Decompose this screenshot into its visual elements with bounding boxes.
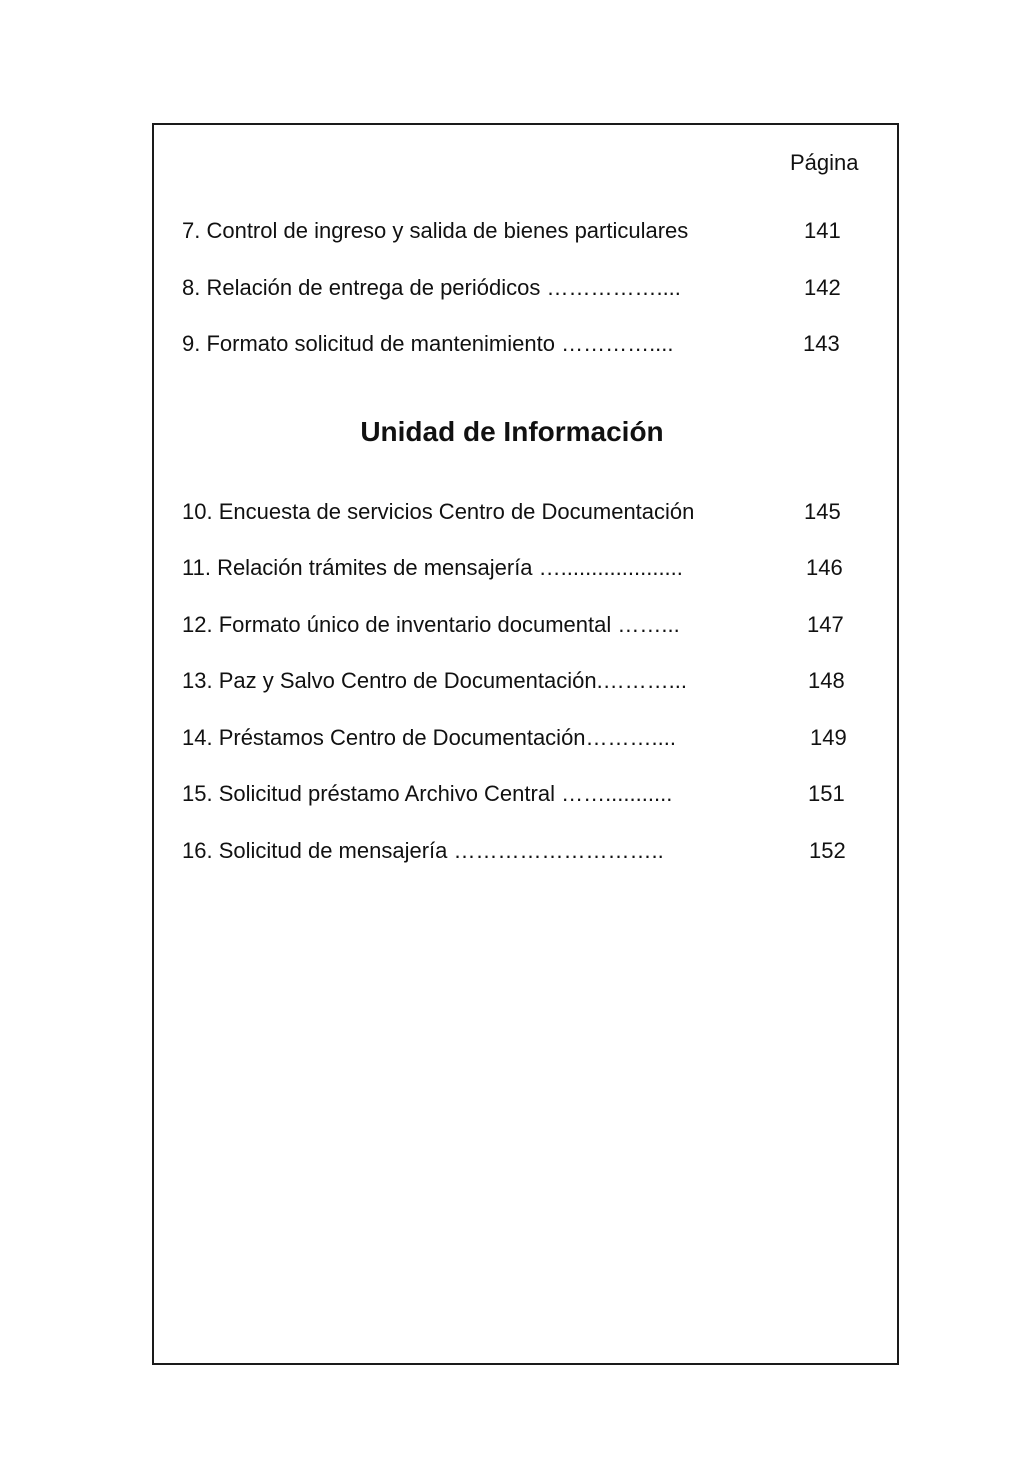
toc-entry-page: 146	[806, 555, 843, 580]
toc-entry-text: 8. Relación de entrega de periódicos ……………....	[182, 275, 681, 300]
toc-entry[interactable]	[182, 612, 844, 638]
toc-entry[interactable]	[182, 218, 841, 244]
toc-entry-page: 141	[804, 218, 841, 243]
toc-entry[interactable]	[182, 331, 840, 357]
toc-entry-text: 15. Solicitud préstamo Archivo Central ……...........	[182, 781, 673, 806]
toc-entry-text: 7. Control de ingreso y salida de bienes particulares	[182, 218, 689, 243]
toc-entry-page: 147	[807, 612, 844, 637]
toc-entry-page: 149	[810, 725, 847, 750]
toc-entry[interactable]	[182, 275, 841, 301]
toc-entry-page: 152	[809, 838, 846, 863]
toc-entry-page: 145	[804, 499, 841, 524]
toc-entry-page: 148	[808, 668, 845, 693]
toc-entry[interactable]	[182, 838, 846, 864]
toc-entry-text: 13. Paz y Salvo Centro de Documentación.………...	[182, 668, 688, 693]
toc-entry-text: 10. Encuesta de servicios Centro de Documentación	[182, 499, 695, 524]
toc-entry-text: 9. Formato solicitud de mantenimiento …………....	[182, 331, 674, 356]
toc-entry-text: 12. Formato único de inventario documental ……...	[182, 612, 680, 637]
toc-entry[interactable]	[182, 725, 847, 751]
toc-entry[interactable]	[182, 555, 843, 581]
toc-entry[interactable]	[182, 499, 841, 525]
toc-entry-page: 151	[808, 781, 845, 806]
section-heading: Unidad de Información	[360, 416, 664, 447]
toc-entry-page: 142	[804, 275, 841, 300]
page-column-header: Página	[790, 150, 859, 175]
toc-entry[interactable]	[182, 781, 845, 807]
toc-entry-text: 14. Préstamos Centro de Documentación………....	[182, 725, 676, 750]
toc-entry-page: 143	[803, 331, 840, 356]
toc-entry-text: 16. Solicitud de mensajería ………………………..	[182, 838, 664, 863]
toc-entry-text: 11. Relación trámites de mensajería …....................	[182, 555, 683, 580]
toc-entry[interactable]	[182, 668, 845, 694]
